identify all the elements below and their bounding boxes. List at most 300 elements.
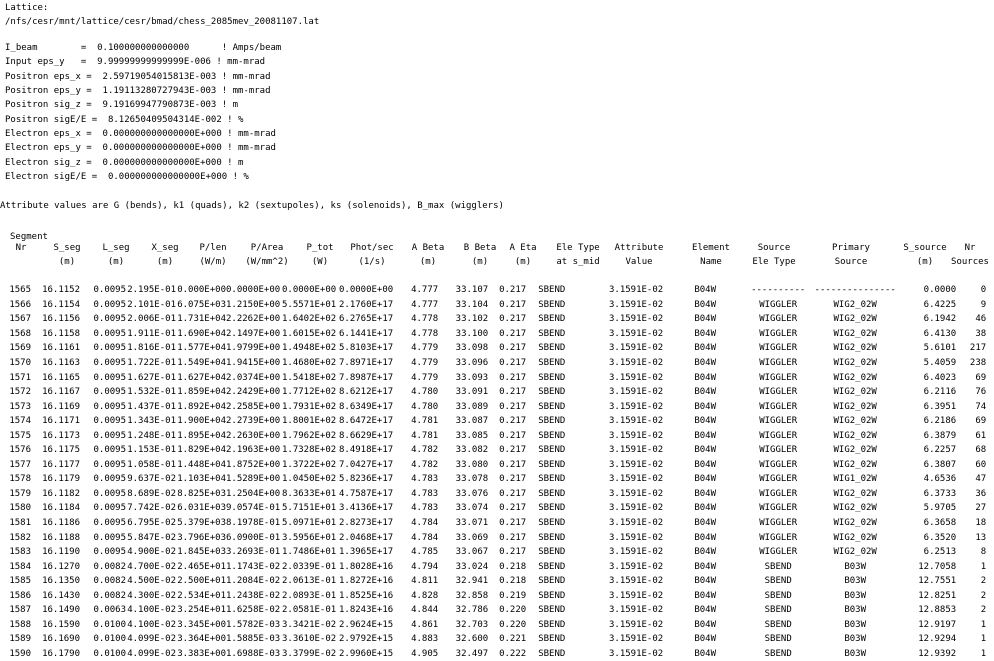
- cell-a-beta: 4.782: [411, 459, 439, 470]
- cell-attribute-value: 3.1591E-02: [609, 605, 664, 616]
- cell-s-seg: 16.1184: [42, 503, 80, 514]
- cell-primary-source: B03W: [844, 605, 867, 616]
- cell-attribute-value: 3.1591E-02: [609, 314, 664, 325]
- cell-p-area: 2.0374E+00: [226, 372, 281, 383]
- cell-source-ele-type: WIGGLER: [759, 416, 798, 427]
- cell-phot-sec: 0.0000E+00: [339, 285, 394, 296]
- cell-nr: 1586: [9, 590, 31, 601]
- cell-s-seg: 16.1188: [42, 532, 80, 543]
- cell-element-name: B04W: [694, 343, 717, 354]
- col-source: Source: [757, 243, 791, 253]
- table-row: [0, 603, 986, 618]
- cell-x-seg: 1.627E-01: [127, 372, 176, 383]
- cell-p-tot: 5.5571E+01: [282, 299, 337, 310]
- cell-a-eta: 0.217: [499, 518, 527, 529]
- param-line: [5, 86, 271, 97]
- cell-p-tot: 1.7486E+01: [282, 547, 337, 558]
- cell-l-seg: 0.0095: [93, 518, 126, 529]
- cell-element-name: B04W: [694, 387, 717, 398]
- cell-p-tot: 8.3633E+01: [282, 488, 337, 499]
- cell-b-beta: 33.100: [455, 328, 489, 339]
- cell-ele-type: SBEND: [538, 401, 566, 412]
- cell-primary-source: B03W: [844, 576, 867, 587]
- cell-p-area: 9.0574E-01: [226, 503, 281, 514]
- cell-element-name: B04W: [694, 532, 717, 543]
- data-table: [0, 283, 986, 661]
- cell-x-seg: 1.816E-01: [127, 343, 176, 354]
- lattice-label: Lattice:: [5, 3, 49, 13]
- cell-p-tot: 1.6015E+02: [282, 328, 337, 339]
- cell-p-tot: 2.0613E-01: [282, 576, 337, 587]
- cell-s-source: 6.2257: [923, 445, 957, 456]
- cell-p-tot: 1.0450E+02: [282, 474, 337, 485]
- col-ptot: P_tot: [306, 243, 334, 253]
- param-label: Positron eps_y: [5, 86, 87, 96]
- col-source-unit: Ele Type: [752, 257, 796, 267]
- cell-s-source: 12.9197: [918, 619, 957, 630]
- cell-b-beta: 32.703: [455, 619, 489, 630]
- cell-l-seg: 0.0095: [93, 328, 126, 339]
- cell-p-area: 1.6258E-02: [226, 605, 281, 616]
- param-value: 2.59719054015813E-003: [97, 72, 222, 82]
- cell-l-seg: 0.0095: [93, 488, 126, 499]
- cell-nr: 1569: [9, 343, 31, 354]
- cell-a-eta: 0.220: [499, 605, 527, 616]
- cell-p-area: 2.2429E+00: [226, 387, 281, 398]
- table-row: [0, 647, 986, 661]
- cell-x-seg: 4.500E-02: [127, 576, 176, 587]
- cell-p-area: 2.2585E+00: [226, 401, 281, 412]
- table-row: [0, 283, 986, 298]
- cell-p-area: 2.2739E+00: [226, 416, 281, 427]
- cell-p-area: 1.2084E-02: [226, 576, 281, 587]
- param-eq: =: [86, 100, 98, 110]
- cell-source-ele-type: SBEND: [764, 576, 792, 587]
- param-unit: ! m: [221, 100, 239, 110]
- cell-a-beta: 4.811: [411, 576, 439, 587]
- cell-p-area: 1.9799E+00: [226, 343, 281, 354]
- cell-p-len: 1.829E+04: [177, 445, 226, 456]
- cell-s-seg: 16.1350: [42, 576, 80, 587]
- cell-element-name: B04W: [694, 605, 717, 616]
- cell-source-ele-type: WIGGLER: [759, 547, 798, 558]
- cell-element-name: B04W: [694, 518, 717, 529]
- param-line: [5, 158, 243, 169]
- table-row: [0, 443, 986, 458]
- cell-element-name: B04W: [694, 590, 717, 601]
- param-unit: ! mm-mrad: [221, 86, 271, 96]
- cell-x-seg: 1.911E-01: [127, 328, 176, 339]
- cell-phot-sec: 7.8987E+17: [339, 372, 394, 383]
- param-line: [5, 115, 243, 126]
- cell-nr: 1568: [9, 328, 31, 339]
- cell-b-beta: 32.786: [455, 605, 489, 616]
- cell-nr: 1574: [9, 416, 31, 427]
- cell-ele-type: SBEND: [538, 605, 566, 616]
- cell-a-eta: 0.217: [499, 416, 527, 427]
- cell-nr: 1572: [9, 387, 31, 398]
- cell-a-beta: 4.778: [411, 328, 439, 339]
- table-row: [0, 574, 986, 589]
- col-attribute: Attribute: [614, 243, 664, 253]
- cell-p-tot: 3.3610E-02: [282, 634, 337, 645]
- cell-s-source: 12.7551: [918, 576, 957, 587]
- param-label: I_beam: [5, 43, 81, 53]
- cell-s-source: 6.1942: [923, 314, 957, 325]
- cell-ele-type: SBEND: [538, 590, 566, 601]
- cell-p-len: 1.845E+03: [177, 547, 226, 558]
- cell-attribute-value: 3.1591E-02: [609, 590, 664, 601]
- cell-a-eta: 0.217: [499, 387, 527, 398]
- param-label: Positron sigE/E: [5, 115, 92, 125]
- cell-attribute-value: 3.1591E-02: [609, 561, 664, 572]
- cell-a-beta: 4.780: [411, 401, 439, 412]
- cell-l-seg: 0.0095: [93, 299, 126, 310]
- cell-source-ele-type: SBEND: [764, 619, 792, 630]
- cell-a-beta: 4.780: [411, 387, 439, 398]
- cell-s-source: 12.8853: [918, 605, 957, 616]
- cell-nr: 1565: [9, 285, 31, 296]
- cell-b-beta: 33.067: [455, 547, 489, 558]
- col-nr-sources-unit: Sources: [951, 257, 989, 267]
- cell-s-seg: 16.1790: [42, 648, 80, 659]
- col-s-source: S_source: [903, 243, 947, 253]
- param-eq: =: [91, 172, 103, 182]
- cell-attribute-value: 3.1591E-02: [609, 474, 664, 485]
- cell-phot-sec: 8.6629E+17: [339, 430, 394, 441]
- cell-ele-type: SBEND: [538, 474, 566, 485]
- cell-p-tot: 2.0893E-01: [282, 590, 337, 601]
- cell-source-ele-type: SBEND: [764, 605, 792, 616]
- param-unit: ! mm-mrad: [227, 129, 276, 139]
- param-line: [5, 129, 276, 140]
- cell-s-seg: 16.1158: [42, 328, 80, 339]
- cell-ele-type: SBEND: [538, 619, 566, 630]
- param-eq: =: [86, 86, 98, 96]
- cell-primary-source: WIG2_02W: [833, 387, 877, 398]
- cell-x-seg: 2.195E-01: [127, 285, 176, 296]
- cell-primary-source: WIG2_02W: [833, 547, 877, 558]
- cell-element-name: B04W: [694, 634, 717, 645]
- cell-phot-sec: 1.8525E+16: [339, 590, 394, 601]
- cell-s-source: 6.2186: [923, 416, 957, 427]
- cell-phot-sec: 2.9792E+15: [339, 634, 394, 645]
- cell-s-source: 6.2116: [923, 387, 957, 398]
- cell-p-tot: 0.0000E+00: [282, 285, 337, 296]
- col-ele-type: Ele Type: [556, 243, 600, 253]
- cell-a-beta: 4.883: [411, 634, 439, 645]
- cell-a-beta: 4.783: [411, 474, 439, 485]
- cell-primary-source: B03W: [844, 634, 867, 645]
- cell-source-ele-type: SBEND: [764, 561, 792, 572]
- cell-l-seg: 0.0100: [93, 648, 126, 659]
- cell-nr-sources: 217: [969, 343, 987, 354]
- cell-s-seg: 16.1173: [42, 430, 80, 441]
- cell-p-len: 1.892E+04: [177, 401, 226, 412]
- lattice-path: /nfs/cesr/mnt/lattice/cesr/bmad/chess_2085mev_20081107.lat: [5, 17, 320, 27]
- cell-p-area: 1.2504E+00: [226, 488, 281, 499]
- cell-l-seg: 0.0100: [93, 619, 126, 630]
- cell-p-len: 1.103E+04: [177, 474, 226, 485]
- cell-nr: 1587: [9, 605, 31, 616]
- cell-phot-sec: 5.8103E+17: [339, 343, 394, 354]
- cell-p-len: 2.534E+01: [177, 590, 226, 601]
- cell-p-area: 0.0000E+00: [226, 285, 281, 296]
- cell-p-area: 1.5885E-03: [226, 634, 281, 645]
- col-s-source-unit: (m): [916, 257, 934, 267]
- col-phot: Phot/sec: [350, 243, 394, 253]
- cell-a-eta: 0.217: [499, 343, 527, 354]
- col-attribute-unit: Value: [625, 257, 653, 267]
- cell-ele-type: SBEND: [538, 358, 566, 368]
- cell-nr-sources: 1: [980, 619, 987, 630]
- cell-a-eta: 0.217: [499, 488, 527, 499]
- cell-nr-sources: 1: [980, 648, 987, 659]
- cell-nr-sources: 69: [975, 372, 987, 383]
- cell-p-area: 2.1497E+00: [226, 328, 281, 339]
- table-row: [0, 370, 986, 385]
- cell-s-seg: 16.1163: [42, 358, 80, 368]
- cell-attribute-value: 3.1591E-02: [609, 518, 664, 529]
- cell-nr-sources: 2: [980, 576, 987, 587]
- cell-p-tot: 1.7962E+02: [282, 430, 337, 441]
- cell-l-seg: 0.0095: [93, 459, 126, 470]
- cell-s-seg: 16.1171: [42, 416, 80, 427]
- cell-p-len: 0.000E+00: [177, 285, 226, 296]
- cell-a-beta: 4.828: [411, 590, 439, 601]
- cell-a-beta: 4.781: [411, 416, 439, 427]
- cell-b-beta: 33.069: [455, 532, 489, 543]
- cell-a-beta: 4.778: [411, 314, 439, 325]
- cell-p-len: 3.345E+00: [177, 619, 226, 630]
- cell-element-name: B04W: [694, 299, 717, 310]
- cell-source-ele-type: SBEND: [764, 648, 792, 659]
- cell-b-beta: 33.024: [455, 561, 489, 572]
- cell-a-beta: 4.777: [411, 285, 439, 296]
- cell-nr-sources: 61: [975, 430, 987, 441]
- cell-source-ele-type: WIGGLER: [759, 358, 798, 368]
- cell-a-eta: 0.217: [499, 285, 527, 296]
- col-primary-unit: Source: [834, 257, 868, 267]
- cell-ele-type: SBEND: [538, 372, 566, 383]
- table-row: [0, 312, 986, 327]
- cell-l-seg: 0.0095: [93, 314, 126, 325]
- cell-attribute-value: 3.1591E-02: [609, 387, 664, 398]
- cell-x-seg: 8.689E-02: [127, 488, 176, 499]
- cell-x-seg: 4.099E-02: [127, 648, 176, 659]
- cell-attribute-value: 3.1591E-02: [609, 401, 664, 412]
- cell-element-name: B04W: [694, 372, 717, 383]
- cell-l-seg: 0.0095: [93, 474, 126, 485]
- col-primary: Primary: [832, 243, 870, 253]
- cell-phot-sec: 7.8971E+17: [339, 358, 394, 368]
- cell-b-beta: 33.091: [455, 387, 489, 398]
- cell-b-beta: 32.497: [455, 648, 489, 659]
- cell-nr: 1575: [9, 430, 31, 441]
- col-nr-sources: Nr: [964, 243, 976, 253]
- cell-s-seg: 16.1490: [42, 605, 80, 616]
- cell-primary-source: B03W: [844, 561, 867, 572]
- cell-b-beta: 33.107: [455, 285, 489, 296]
- cell-x-seg: 4.300E-02: [127, 590, 176, 601]
- col-parea: P/Area: [250, 243, 284, 253]
- param-value: 0.100000000000000: [91, 43, 222, 53]
- cell-attribute-value: 3.1591E-02: [609, 343, 664, 354]
- cell-s-source: 6.3879: [923, 430, 957, 441]
- cell-s-seg: 16.1161: [42, 343, 80, 354]
- cell-nr-sources: 2: [980, 605, 987, 616]
- param-unit: ! %: [227, 115, 244, 125]
- cell-s-seg: 16.1175: [42, 445, 80, 456]
- cell-primary-source: ---------------: [814, 285, 896, 296]
- param-unit: ! Amps/beam: [221, 43, 282, 53]
- col-s-seg-unit: (m): [58, 257, 76, 267]
- cell-primary-source: WIG2_02W: [833, 459, 877, 470]
- cell-nr-sources: 60: [975, 459, 987, 470]
- cell-source-ele-type: WIGGLER: [759, 372, 798, 383]
- cell-nr: 1590: [9, 648, 31, 659]
- cell-p-area: 3.2693E-01: [226, 547, 281, 558]
- cell-ele-type: SBEND: [538, 285, 566, 296]
- cell-nr: 1583: [9, 547, 31, 558]
- cell-a-eta: 0.222: [499, 648, 527, 659]
- table-row: [0, 516, 986, 531]
- cell-phot-sec: 2.9960E+15: [339, 648, 394, 659]
- col-a-beta: A Beta: [411, 243, 445, 253]
- cell-b-beta: 33.082: [455, 445, 489, 456]
- cell-element-name: B04W: [694, 314, 717, 325]
- cell-s-source: 6.2513: [923, 547, 957, 558]
- cell-element-name: B04W: [694, 445, 717, 456]
- param-eq: =: [80, 43, 92, 53]
- cell-source-ele-type: SBEND: [764, 634, 792, 645]
- col-a-eta: A Eta: [509, 243, 537, 253]
- cell-p-area: 2.1963E+00: [226, 445, 281, 456]
- cell-nr-sources: 69: [975, 416, 987, 427]
- cell-p-len: 1.577E+04: [177, 343, 226, 354]
- cell-a-beta: 4.794: [411, 561, 439, 572]
- table-row: [0, 501, 986, 516]
- cell-p-tot: 3.5956E+01: [282, 532, 337, 543]
- table-row: [0, 414, 986, 429]
- cell-l-seg: 0.0063: [93, 605, 126, 616]
- cell-p-tot: 1.7931E+02: [282, 401, 337, 412]
- cell-ele-type: SBEND: [538, 518, 566, 529]
- cell-ele-type: SBEND: [538, 648, 566, 659]
- cell-ele-type: SBEND: [538, 503, 566, 514]
- param-line: [5, 72, 271, 83]
- cell-s-seg: 16.1430: [42, 590, 80, 601]
- col-plen-unit: (W/m): [199, 257, 227, 267]
- param-eq: =: [91, 115, 103, 125]
- cell-a-beta: 4.861: [411, 619, 439, 630]
- cell-nr: 1570: [9, 358, 31, 368]
- cell-x-seg: 4.100E-02: [127, 605, 176, 616]
- cell-p-tot: 1.8001E+02: [282, 416, 337, 427]
- col-a-eta-unit: (m): [514, 257, 532, 267]
- cell-element-name: B04W: [694, 561, 717, 572]
- cell-p-area: 1.5289E+00: [226, 474, 281, 485]
- cell-ele-type: SBEND: [538, 634, 566, 645]
- cell-p-len: 3.254E+01: [177, 605, 226, 616]
- cell-nr-sources: 76: [975, 387, 987, 398]
- cell-ele-type: SBEND: [538, 561, 566, 572]
- param-line: [5, 57, 265, 68]
- cell-primary-source: WIG2_02W: [833, 416, 877, 427]
- cell-attribute-value: 3.1591E-02: [609, 619, 664, 630]
- cell-ele-type: SBEND: [538, 488, 566, 499]
- cell-nr-sources: 9: [980, 299, 987, 310]
- cell-a-beta: 4.784: [411, 518, 439, 529]
- param-line: [5, 43, 281, 54]
- cell-x-seg: 4.099E-02: [127, 634, 176, 645]
- param-unit: ! %: [232, 172, 249, 182]
- cell-source-ele-type: SBEND: [764, 590, 792, 601]
- cell-s-source: 6.4225: [923, 299, 957, 310]
- cell-x-seg: 1.153E-01: [127, 445, 176, 456]
- cell-source-ele-type: WIGGLER: [759, 401, 798, 412]
- cell-primary-source: WIG1_02W: [833, 474, 877, 485]
- cell-nr: 1588: [9, 619, 31, 630]
- cell-nr-sources: 27: [975, 503, 987, 514]
- cell-l-seg: 0.0095: [93, 401, 126, 412]
- cell-a-eta: 0.217: [499, 532, 527, 543]
- cell-a-eta: 0.218: [499, 561, 527, 572]
- col-element-unit: Name: [700, 257, 722, 267]
- cell-b-beta: 33.098: [455, 343, 489, 354]
- param-unit: ! m: [227, 158, 244, 168]
- cell-element-name: B04W: [694, 285, 717, 296]
- cell-element-name: B04W: [694, 576, 717, 587]
- cell-p-tot: 1.7328E+02: [282, 445, 337, 456]
- cell-a-eta: 0.220: [499, 619, 527, 630]
- cell-s-seg: 16.1169: [42, 401, 80, 412]
- cell-ele-type: SBEND: [538, 299, 566, 310]
- cell-nr-sources: 1: [980, 634, 987, 645]
- cell-a-beta: 4.782: [411, 445, 439, 456]
- col-x-seg: X_seg: [151, 243, 179, 253]
- cell-x-seg: 1.532E-01: [127, 387, 176, 398]
- cell-phot-sec: 1.8243E+16: [339, 605, 394, 616]
- col-ptot-unit: (W): [311, 257, 329, 267]
- cell-element-name: B04W: [694, 503, 717, 514]
- param-eq: =: [80, 57, 92, 67]
- table-row: [0, 458, 986, 473]
- cell-nr-sources: 8: [980, 547, 987, 558]
- col-plen: P/len: [199, 243, 227, 253]
- table-row: [0, 545, 986, 560]
- cell-b-beta: 33.087: [455, 416, 489, 427]
- cell-l-seg: 0.0082: [93, 561, 126, 572]
- param-label: Electron eps_y: [5, 143, 87, 153]
- cell-attribute-value: 3.1591E-02: [609, 547, 664, 558]
- cell-s-source: 6.4130: [923, 328, 957, 339]
- cell-attribute-value: 3.1591E-02: [609, 430, 664, 441]
- cell-b-beta: 33.076: [455, 488, 489, 499]
- cell-a-eta: 0.217: [499, 547, 527, 558]
- cell-s-source: 12.9294: [918, 634, 957, 645]
- cell-p-len: 1.627E+04: [177, 372, 226, 383]
- cell-s-source: 12.9392: [918, 648, 957, 659]
- cell-nr: 1573: [9, 401, 31, 412]
- param-label: Input eps_y: [5, 57, 81, 67]
- cell-phot-sec: 2.9624E+15: [339, 619, 394, 630]
- cell-nr: 1571: [9, 372, 31, 383]
- cell-nr-sources: 47: [975, 474, 987, 485]
- cell-p-len: 1.900E+04: [177, 416, 226, 427]
- cell-primary-source: B03W: [844, 590, 867, 601]
- cell-phot-sec: 1.8028E+16: [339, 561, 394, 572]
